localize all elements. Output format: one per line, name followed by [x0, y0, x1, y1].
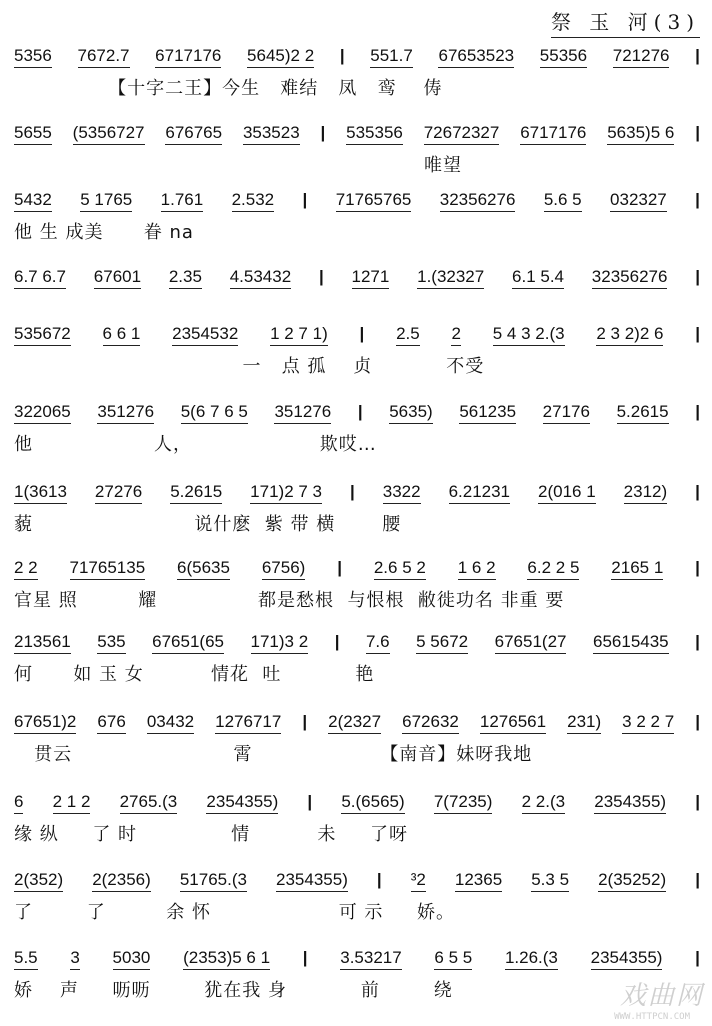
note-group: 6 6 1: [103, 324, 141, 346]
watermark-url: WWW.HTTPCN.COM: [614, 1012, 690, 1022]
bar-line: |: [302, 712, 308, 731]
note-group: (2353)5 6 1: [183, 948, 270, 970]
note-group: 171)2 7 3: [250, 482, 322, 504]
note-group: 2 2.(3: [522, 792, 565, 814]
note-group: 2(352): [14, 870, 63, 892]
note-group: 2765.(3: [120, 792, 178, 814]
note-group: 5(6 7 6 5: [181, 402, 248, 424]
notation-system: [0, 944, 712, 1019]
note-group: 213561: [14, 632, 71, 654]
note-group: 1.26.(3: [505, 948, 558, 970]
note-group: 67653523: [438, 46, 514, 68]
notation-system: [0, 554, 712, 629]
note-group: 6756): [262, 558, 305, 580]
note-group: 5635)5 6: [607, 123, 674, 145]
notation-line: [14, 478, 700, 504]
note-group: 7672.7: [78, 46, 130, 68]
bar-line: |: [339, 46, 345, 65]
note-group: ³2: [411, 870, 426, 892]
note-group: 6.7 6.7: [14, 267, 66, 289]
note-group: 5.(6565): [341, 792, 404, 814]
note-group: 12365: [455, 870, 502, 892]
lyrics-line: 一 点 孤 贞 不受: [14, 356, 485, 377]
lyrics-line: 唯望: [14, 155, 463, 176]
note-group: 351276: [97, 402, 154, 424]
note-group: 3322: [383, 482, 421, 504]
lyrics-line: 何 如 玉 女 情花 吐 艳: [14, 664, 375, 685]
note-group: 6.2 2 5: [527, 558, 579, 580]
note-group: 1(3613: [14, 482, 67, 504]
note-group: 5.2615: [170, 482, 222, 504]
note-group: 1.761: [161, 190, 204, 212]
lyrics-line: 娇 声 呖呖 犹在我 身 前 绕: [14, 980, 453, 1001]
lyrics-line: 藐 说什麽 紫 带 横 腰: [14, 514, 402, 535]
note-group: 5 1765: [80, 190, 132, 212]
note-group: 2: [451, 324, 460, 346]
notation-line: [14, 708, 700, 734]
notation-system: [0, 628, 712, 703]
notation-line: [14, 263, 700, 289]
note-group: 2 3 2)2 6: [596, 324, 663, 346]
bar-line: |: [318, 267, 324, 286]
notation-line: [14, 42, 700, 68]
note-group: 7.6: [366, 632, 390, 654]
note-group: 4.53432: [230, 267, 291, 289]
note-group: 676: [97, 712, 125, 734]
note-group: 6717176: [520, 123, 586, 145]
bar-line: |: [695, 46, 700, 65]
bar-line: |: [695, 123, 700, 142]
note-group: 2165 1: [611, 558, 663, 580]
note-group: 5645)2 2: [247, 46, 314, 68]
bar-line: |: [307, 792, 313, 811]
note-group: 1276717: [215, 712, 281, 734]
notation-line: [14, 628, 700, 654]
note-group: 721276: [613, 46, 670, 68]
lyrics-line: 官星 照 耀 都是愁根 与恨根 敝徙功名 非重 要: [14, 590, 565, 611]
note-group: 2(2356): [92, 870, 151, 892]
bar-line: |: [695, 482, 700, 501]
note-group: 5.5: [14, 948, 38, 970]
note-group: 3.53217: [340, 948, 401, 970]
bar-line: |: [695, 190, 700, 209]
notation-system: [0, 398, 712, 473]
note-group: 6 5 5: [434, 948, 472, 970]
lyrics-line: 他 生 成美 眷 na: [14, 222, 194, 243]
lyrics-line: 【十字二王】今生 难结 凤 鸾 俦: [14, 78, 443, 99]
note-group: 353523: [243, 123, 300, 145]
note-group: 535: [97, 632, 125, 654]
note-group: 5.6 5: [544, 190, 582, 212]
notation-line: [14, 944, 700, 970]
bar-line: |: [302, 190, 308, 209]
note-group: 2.35: [169, 267, 202, 289]
bar-line: |: [320, 123, 326, 142]
bar-line: |: [695, 870, 700, 889]
note-group: 5030: [113, 948, 151, 970]
note-group: 5 4 3 2.(3: [493, 324, 565, 346]
lyrics-line: 缘 纵 了 时 情 未 了呀: [14, 824, 408, 845]
notation-system: [0, 119, 712, 194]
note-group: 676765: [165, 123, 222, 145]
note-group: 2354355): [276, 870, 348, 892]
note-group: 5635): [389, 402, 432, 424]
note-group: 2 1 2: [53, 792, 91, 814]
note-group: 72672327: [424, 123, 500, 145]
bar-line: |: [359, 324, 365, 343]
note-group: 1276561: [480, 712, 546, 734]
note-group: 351276: [274, 402, 331, 424]
note-group: 5.2615: [617, 402, 669, 424]
lyrics-line: 贯云 霄 【南音】妹呀我地: [14, 744, 533, 765]
note-group: 2354355): [206, 792, 278, 814]
notation-line: [14, 186, 700, 212]
note-group: 5356: [14, 46, 52, 68]
note-group: 71765765: [336, 190, 412, 212]
note-group: 171)3 2: [251, 632, 309, 654]
bar-line: |: [695, 402, 700, 421]
note-group: 1.(32327: [417, 267, 484, 289]
note-group: 032327: [610, 190, 667, 212]
note-group: 2.6 5 2: [374, 558, 426, 580]
lyrics-line: 了 了 余 怀 可 示 娇。: [14, 902, 456, 923]
bar-line: |: [376, 870, 382, 889]
note-group: 65615435: [593, 632, 669, 654]
note-group: 67601: [94, 267, 141, 289]
note-group: 6(5635: [177, 558, 230, 580]
bar-line: |: [695, 948, 700, 967]
notation-line: [14, 398, 700, 424]
note-group: 2(2327: [328, 712, 381, 734]
note-group: 1 6 2: [458, 558, 496, 580]
note-group: 6.1 5.4: [512, 267, 564, 289]
note-group: 3 2 2 7: [622, 712, 674, 734]
note-group: 6: [14, 792, 23, 814]
note-group: 2 2: [14, 558, 38, 580]
note-group: 2(016 1: [538, 482, 596, 504]
note-group: 561235: [459, 402, 516, 424]
bar-line: |: [695, 792, 700, 811]
note-group: 551.7: [370, 46, 413, 68]
lyrics-line: [14, 295, 700, 321]
note-group: 5432: [14, 190, 52, 212]
bar-line: |: [695, 324, 700, 343]
bar-line: |: [357, 402, 363, 421]
watermark-logo: 戏曲网: [619, 981, 704, 1011]
note-group: 1271: [352, 267, 390, 289]
note-group: 03432: [147, 712, 194, 734]
bar-line: |: [302, 948, 308, 967]
note-group: 55356: [540, 46, 587, 68]
bar-line: |: [695, 632, 700, 651]
note-group: 231): [567, 712, 601, 734]
note-group: 5655: [14, 123, 52, 145]
notation-line: [14, 788, 700, 814]
note-group: (5356727: [73, 123, 145, 145]
notation-system: [0, 186, 712, 261]
note-group: 5 5672: [416, 632, 468, 654]
bar-line: |: [695, 267, 700, 286]
note-group: 3: [70, 948, 79, 970]
note-group: 32356276: [592, 267, 668, 289]
note-group: 71765135: [70, 558, 146, 580]
note-group: 2354355): [591, 948, 663, 970]
notation-system: [0, 866, 712, 941]
note-group: 27176: [543, 402, 590, 424]
note-group: 6.21231: [449, 482, 510, 504]
notation-line: [14, 320, 700, 346]
bar-line: |: [337, 558, 342, 577]
notation-line: [14, 866, 700, 892]
bar-line: |: [350, 482, 355, 501]
note-group: 7(7235): [434, 792, 493, 814]
note-group: 2312): [624, 482, 667, 504]
notation-system: [0, 478, 712, 553]
note-group: 6717176: [155, 46, 221, 68]
notation-system: [0, 42, 712, 117]
lyrics-line: 他 人， 欺哎…: [14, 434, 377, 455]
note-group: 67651)2: [14, 712, 76, 734]
note-group: 535356: [346, 123, 403, 145]
notation-system: [0, 708, 712, 783]
page-title: 祭 玉 河(3): [551, 6, 700, 38]
note-group: 27276: [95, 482, 142, 504]
note-group: 67651(65: [152, 632, 224, 654]
note-group: 67651(27: [495, 632, 567, 654]
note-group: 672632: [402, 712, 459, 734]
notation-line: [14, 119, 700, 145]
note-group: 1 2 7 1): [270, 324, 328, 346]
note-group: 322065: [14, 402, 71, 424]
note-group: 535672: [14, 324, 71, 346]
notation-system: [0, 788, 712, 863]
note-group: 2(35252): [598, 870, 666, 892]
bar-line: |: [695, 712, 700, 731]
note-group: 2354355): [594, 792, 666, 814]
notation-system: [0, 320, 712, 395]
note-group: 2.5: [396, 324, 420, 346]
note-group: 5.3 5: [531, 870, 569, 892]
note-group: 32356276: [440, 190, 516, 212]
note-group: 51765.(3: [180, 870, 247, 892]
notation-line: [14, 554, 700, 580]
bar-line: |: [334, 632, 340, 651]
note-group: 2.532: [232, 190, 275, 212]
bar-line: |: [695, 558, 700, 577]
note-group: 2354532: [172, 324, 238, 346]
